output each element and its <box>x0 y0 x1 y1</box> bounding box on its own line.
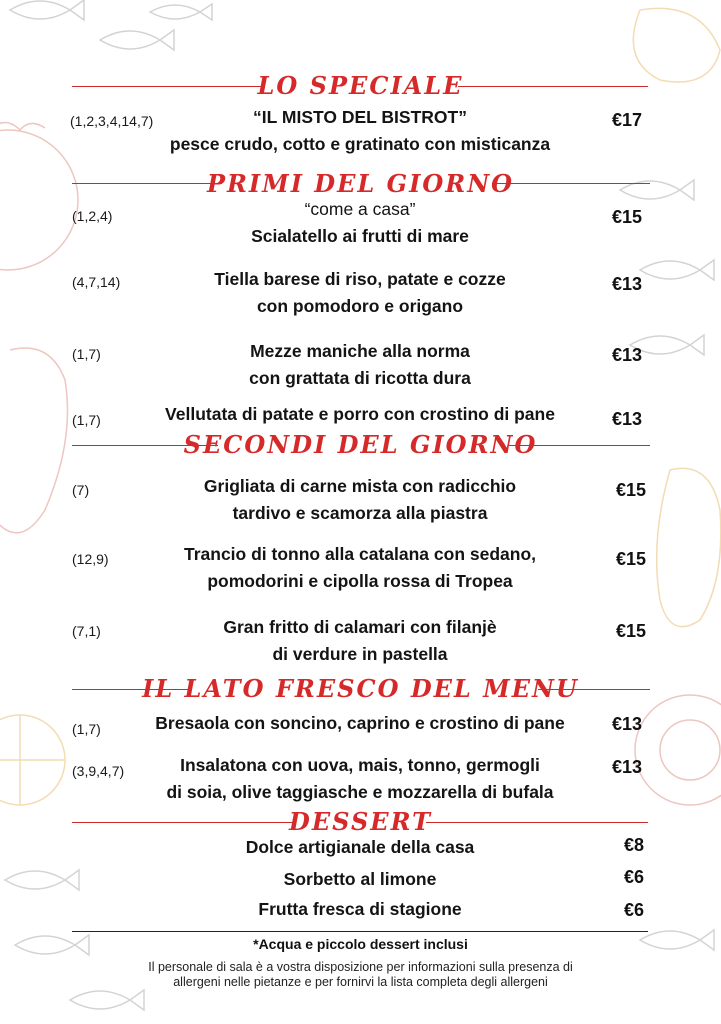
dish-price: €15 <box>616 621 647 641</box>
dish-primi-4 <box>120 401 600 428</box>
dish-price: €15 <box>612 207 643 227</box>
dish-line: tardivo e scamorza alla piastra <box>232 503 488 523</box>
fish-icon <box>150 4 212 20</box>
dish-line: Trancio di tonno alla catalana con sedano, <box>183 544 537 564</box>
dish-price: €6 <box>624 867 645 887</box>
allergen-codes: (7) <box>72 482 90 498</box>
dish-fresco-2 <box>120 752 600 806</box>
dish-line: Dolce artigianale della casa <box>245 837 475 857</box>
fish-icon <box>100 30 174 50</box>
dish-line: di soia, olive taggiasche e mozzarella di bufala <box>166 782 554 802</box>
dish-line: Tiella barese di riso, patate e cozze <box>214 269 506 289</box>
dish-price: €13 <box>612 409 643 429</box>
dish-line: Gran fritto di calamari con filanjè <box>223 617 497 637</box>
dish-dessert-3 <box>120 896 600 923</box>
allergen-codes: (3,9,4,7) <box>72 763 125 779</box>
dish-price: €8 <box>624 835 645 855</box>
pepper-icon <box>657 468 721 626</box>
dish-speciale <box>120 104 600 158</box>
dish-primi-2 <box>120 266 600 320</box>
fish-icon <box>10 0 84 20</box>
dish-fresco-1 <box>120 710 600 737</box>
dish-line: Bresaola con soncino, caprino e crostino di pane <box>155 713 565 733</box>
dish-line: Frutta fresca di stagione <box>258 899 462 919</box>
dish-description: pesce crudo, cotto e gratinato con misticanza <box>169 134 551 154</box>
dish-line: di verdure in pastella <box>272 644 448 664</box>
dish-price: €13 <box>612 714 643 734</box>
dish-primi-3 <box>120 338 600 392</box>
allergen-codes: (4,7,14) <box>72 274 121 290</box>
allergen-codes: (1,2,3,4,14,7) <box>70 113 154 129</box>
dish-line: con grattata di ricotta dura <box>249 368 471 388</box>
dish-price: €15 <box>616 549 647 569</box>
dish-line: Vellutata di patate e porro con crostino di pane <box>165 404 555 424</box>
dish-line: Sorbetto al limone <box>283 869 437 889</box>
section-title-secondi: SECONDI DEL GIORNO <box>183 430 538 459</box>
dish-secondi-2 <box>120 541 600 595</box>
dish-price: €13 <box>612 345 643 365</box>
dish-line: pomodorini e cipolla rossa di Tropea <box>207 571 513 591</box>
allergen-codes: (1,7) <box>72 346 101 362</box>
dish-primi-1 <box>120 196 600 250</box>
allergen-codes: (1,7) <box>72 721 101 737</box>
allergen-disclaimer-line: allergeni nelle pietanze e per fornirvi la lista completa degli allergeni <box>173 975 548 989</box>
dish-line: Insalatona con uova, mais, tonno, germogli <box>180 755 540 775</box>
dish-line: “come a casa” <box>304 199 416 219</box>
fish-icon <box>70 990 144 1010</box>
dish-secondi-3 <box>120 614 600 668</box>
dish-line: Scialatello ai frutti di mare <box>251 226 469 246</box>
dish-line: con pomodoro e origano <box>256 296 464 316</box>
allergen-codes: (7,1) <box>72 623 101 639</box>
allergen-codes: (1,7) <box>72 412 101 428</box>
dish-dessert-2 <box>120 866 600 893</box>
dish-name: “IL MISTO DEL BISTROT” <box>253 107 467 127</box>
allergen-disclaimer-line: Il personale di sala è a vostra disposizione per informazioni sulla presenza di <box>148 960 573 974</box>
lemon-icon <box>0 715 65 805</box>
allergen-codes: (1,2,4) <box>72 208 113 224</box>
fish-icon <box>5 870 79 890</box>
dish-price: €13 <box>612 757 643 777</box>
dish-line: Grigliata di carne mista con radicchio <box>203 476 517 496</box>
section-title-fresco: IL LATO FRESCO DEL MENU <box>142 674 579 703</box>
dish-price: €6 <box>624 900 645 920</box>
pepper-icon <box>633 8 720 82</box>
section-title-primi: PRIMI DEL GIORNO <box>206 169 515 198</box>
dish-price: €17 <box>612 110 643 130</box>
section-title-speciale: LO SPECIALE <box>257 71 464 100</box>
dish-secondi-1 <box>120 473 600 527</box>
section-title-dessert: DESSERT <box>289 807 432 836</box>
allergen-disclaimer <box>90 960 631 990</box>
dish-line: Mezze maniche alla norma <box>250 341 470 361</box>
dish-price: €13 <box>612 274 643 294</box>
dish-price: €15 <box>616 480 647 500</box>
allergen-codes: (12,9) <box>72 551 109 567</box>
footer-divider <box>72 931 648 932</box>
dish-dessert-1 <box>120 834 600 861</box>
fish-icon <box>640 260 714 280</box>
included-note: *Acqua e piccolo dessert inclusi <box>253 936 468 952</box>
tomato-icon <box>635 695 721 805</box>
